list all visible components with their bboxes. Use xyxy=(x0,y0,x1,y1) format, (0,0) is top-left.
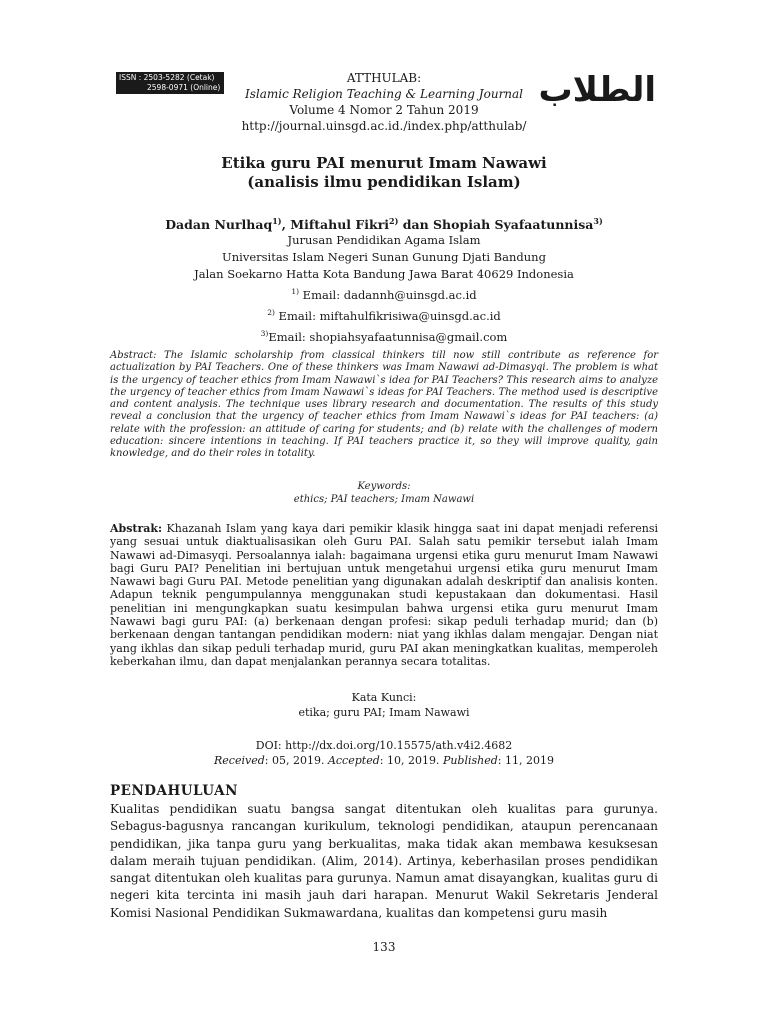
paper-title xyxy=(100,154,668,192)
received-date: : 05, 2019. xyxy=(264,754,328,767)
accepted-date: : 10, 2019. xyxy=(379,754,443,767)
author-sep-1: , xyxy=(281,217,291,233)
keywords-label-indonesian: Kata Kunci: xyxy=(351,691,417,704)
keywords-english: ethics; PAI teachers; Imam Nawawi xyxy=(293,494,475,505)
author-3-sup: 3) xyxy=(593,216,603,226)
email-2[interactable] xyxy=(60,304,708,325)
published-date: : 11, 2019 xyxy=(497,754,554,767)
email-3[interactable] xyxy=(60,325,708,346)
email-1-sup: 1) xyxy=(291,287,300,296)
intro-paragraph: Kualitas pendidikan suatu bangsa sangat ditentukan oleh kualitas para gurunya. Sebagus-bagusnya rancangan kurikulum, teknologi pendidikan, ataupun perencanaan pendidikan, jika tanpa guru yang berkualitas, maka tidak akan membawa kesuksesan dalam meraih tujuan pendidikan. (Alim, 2014). Artinya, keberhasilan proses pendidikan sangat ditentukan oleh kualitas para gurunya. Namun amat disayangkan, kualitas guru di negeri kita tercinta ini masih jauh dari harapan. Menurut Wakil Sekretaris Jenderal Komisi Nasional Pendidikan Sukmawardana, kualitas dan kompetensi guru masih xyxy=(110,802,658,920)
section-heading: PENDAHULUAN xyxy=(110,783,238,799)
keywords-indonesian: etika; guru PAI; Imam Nawawi xyxy=(298,706,470,719)
affiliation-address: Jalan Soekarno Hatta Kota Bandung Jawa Barat 40629 Indonesia xyxy=(194,267,574,281)
affiliation-block xyxy=(60,232,708,345)
email-2-text: Email: miftahulfikrisiwa@uinsgd.ac.id xyxy=(274,308,501,323)
doi-line[interactable]: DOI: http://dx.doi.org/10.15575/ath.v4i2.4682 xyxy=(255,739,513,752)
received-label: Received xyxy=(214,754,265,767)
abstract-indonesian xyxy=(110,522,658,668)
author-2: Miftahul Fikri xyxy=(290,217,390,233)
author-2-sup: 2) xyxy=(389,216,399,226)
email-1[interactable] xyxy=(60,283,708,304)
journal-name: ATTHULAB: xyxy=(346,71,422,85)
keywords-label-english: Keywords: xyxy=(357,481,411,492)
author-list xyxy=(60,213,708,233)
email-1-text: Email: dadannh@uinsgd.ac.id xyxy=(299,287,477,302)
author-1: Dadan Nurlhaq xyxy=(165,217,273,233)
accepted-label: Accepted xyxy=(327,754,380,767)
abstrak-label: Abstrak: xyxy=(110,522,163,535)
affiliation-univ: Universitas Islam Negeri Sunan Gunung Djati Bandung xyxy=(222,250,546,264)
issn-online: 2598-0971 (Online) xyxy=(147,83,221,92)
email-3-sup: 3) xyxy=(260,328,269,338)
author-sep-2: dan xyxy=(398,217,434,233)
page-number: 133 xyxy=(372,940,396,954)
journal-url[interactable]: http://journal.uinsgd.ac.id./index.php/atthulab/ xyxy=(241,119,527,133)
affiliation-dept: Jurusan Pendidikan Agama Islam xyxy=(287,233,481,247)
abstrak-text: Khazanah Islam yang kaya dari pemikir klasik hingga saat ini dapat menjadi referensi yang sesuai untuk diaktualisasikan oleh Guru PAI. Salah satu pemikir tersebut ialah Imam Nawawi ad-Dimasyqi. Persoalannya ialah: bagaimana urgensi etika guru menurut Imam Nawawi bagi Guru PAI? Penelitian ini bertujuan untuk mengetahui urgensi etika guru menurut Imam Nawawi bagi Guru PAI. Metode penelitian yang digunakan adalah deskriptif dan analisis konten. Adapun teknik pengumpulannya menggunakan studi kepustakaan dan dokumentasi. Hasil penelitian ini mengungkapkan suatu kesimpulan bahwa urgensi etika guru menurut Imam Nawawi bagi guru PAI: (a) berkenaan dengan profesi: sikap peduli terhadap murid; dan (b) berkenaan dengan tantangan pendidikan modern: niat yang ikhlas dalam mengajar. Dengan niat yang ikhlas dan sikap peduli terhadap murid, guru PAI akan meningkatkan kualitas, memperoleh keberkahan ilmu, dan dapat menjalankan perannya secara totalitas. xyxy=(110,522,658,668)
email-3-text: Email: shopiahsyafaatunnisa@gmail.com xyxy=(268,329,508,344)
issn-print: ISSN : 2503-5282 (Cetak) xyxy=(119,73,215,82)
abstract-english: Abstract: The Islamic scholarship from classical thinkers till now still contribute as reference for actualization by PAI Teachers. One of these thinkers was Imam Nawawi ad-Dimasyqi. The problem is what is the urgency of teacher ethics from Imam Nawawi`s idea for PAI Teachers? This research aims to analyze the urgency of teacher ethics from Imam Nawawi`s ideas for PAI Teachers. The method used is descriptive and content analysis. The technique uses library research and documentation. The results of this study reveal a conclusion that the urgency of teacher ethics from Imam Nawawi`s ideas for PAI teachers: (a) relate with the profession: an attitude of caring for students; and (b) relate with the challenges of modern education: sincere intentions in teaching. If PAI teachers practice it, so they will improve quality, gain knowledge, and do their roles in totality. xyxy=(110,350,658,460)
title-line-1: Etika guru PAI menurut Imam Nawawi xyxy=(221,154,547,172)
author-1-sup: 1) xyxy=(272,216,282,226)
dates-line xyxy=(110,754,658,768)
journal-subtitle: Islamic Religion Teaching & Learning Journal xyxy=(244,87,524,101)
journal-header xyxy=(200,70,568,134)
author-3: Shopiah Syafaatunnisa xyxy=(433,217,594,233)
email-2-sup: 2) xyxy=(267,307,275,317)
journal-volume: Volume 4 Nomor 2 Tahun 2019 xyxy=(289,103,479,117)
title-line-2: (analisis ilmu pendidikan Islam) xyxy=(247,173,521,191)
published-label: Published xyxy=(442,754,498,767)
journal-arabic-logo: الطلاب xyxy=(538,70,656,110)
